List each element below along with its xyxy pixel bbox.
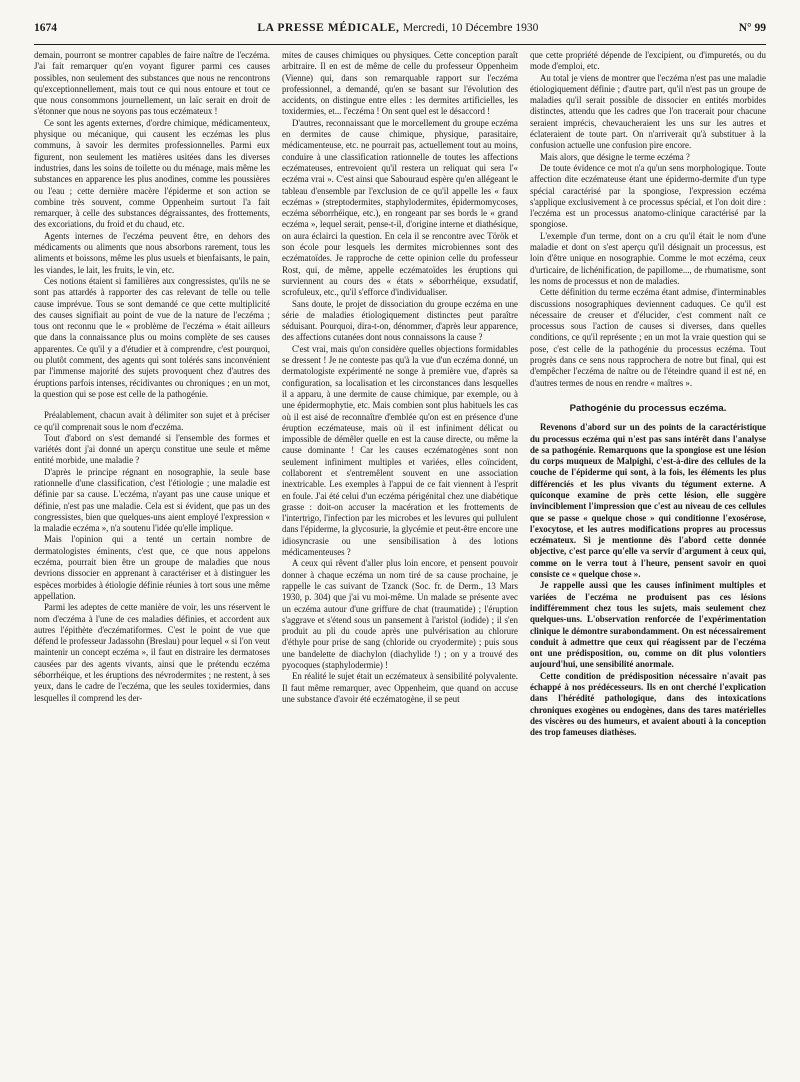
- article-paragraph: En réalité le sujet était un eczémateux à sensibilité polyvalente. Il faut même remarquer, avec Oppenheim, que quand on accuse une substance d'avoir été eczématogène, il se peut: [282, 671, 518, 704]
- article-paragraph: Ce sont les agents externes, d'ordre chimique, médicamenteux, physique ou mécanique, qui causent les eczémas les plus communs, à savoir les dermites professionnelles. Parmi eux figurent, non seulement les matières usitées dans les diverses industries, dans les soins de toilette ou du ménage, mais même les substances en apparence les plus anodines, comme les poussières ou l'eau ; cette dernière macère l'épiderme et son action se combine très souvent, comme Oppenheim surtout l'a fait remarquer, à celle des substances dégraissantes, des frottements, des excoriations, du froid et du chaud, etc.: [34, 117, 270, 230]
- article-paragraph: L'exemple d'un terme, dont on a cru qu'il était le nom d'une maladie et dont on s'est aperçu qu'il désignait un processus, est loin d'être unique en nosographie. Comme le mot eczéma, ceux d'urticaire, de lichénification, de papillome..., de rhumatisme, sont les noms de processus et non de maladies.: [530, 230, 766, 286]
- article-paragraph: mites de causes chimiques ou physiques. Cette conception paraît arbitraire. Il en est de même de celle du professeur Oppenheim (Vienne) qui, dans son remarquable rapport sur l'eczéma professionnel, a demandé, qu'en se basant sur l'évolution des accidents, on distingue entre elles : les dermites artificielles, les toxidermies, et... l'eczéma ! On sent quel est le désaccord !: [282, 50, 518, 117]
- article-paragraph: Mais l'opinion qui a tenté un certain nombre de dermatologistes éminents, c'est que, ce que nous appelons eczéma, pourrait bien être un groupe de maladies que nous devrions dissocier en apprenant à caractériser et à distinguer les espèces morbides à étiologie définie réunies à tort sous une même appellation.: [34, 534, 270, 601]
- article-paragraph: Préalablement, chacun avait à délimiter son sujet et à préciser ce qu'il comprenait sous le nom d'eczéma.: [34, 410, 270, 432]
- article-paragraph: A ceux qui rêvent d'aller plus loin encore, et pensent pouvoir donner à chaque eczéma un nom tiré de sa cause prochaine, je rappelle le cas suivant de Tzanck (Soc. fr. de Derm., 13 Mars 1930, p. 304) que j'ai vu moi-même. Un malade se présente avec un eczéma autour d'une griffure de chat (traumatide) ; l'éruption s'aggrave et s'étend sous un pansement à l'aristol (iodide) ; il s'en produit au pli du coude après une pulvérisation au chlorure d'éthyle pour prise de sang (chloride ou cryodermite) ; puis sous une bandelette de diachylon (diachylide !) ; on y a trouvé des pyocoques (staphylodermie) !: [282, 558, 518, 671]
- article-paragraph: Cette condition de prédisposition nécessaire n'avait pas échappé à nos prédécesseurs. Ils en ont cherché l'explication dans l'hérédité pathologique, dans des intoxications chroniques exogènes ou endogènes, dans des tares matérielles des viscères ou des humeurs, et avaient abouti à la conception des trop fameuses diathèses.: [530, 670, 766, 738]
- article-paragraph: Sans doute, le projet de dissociation du groupe eczéma en une série de maladies étiologiquement distinctes peut paraître séduisant. Pourquoi, dira-t-on, dénommer, d'après leur apparence, des affections cutanées dont nous connaissons la cause ?: [282, 298, 518, 343]
- page-number: 1674: [34, 22, 57, 34]
- journal-title: LA PRESSE MÉDICALE,: [257, 22, 400, 34]
- article-paragraph: Cette définition du terme eczéma étant admise, d'interminables discussions nosographiques deviennent caduques. Ce qu'il est nécessaire de creuser et d'élucider, c'est comment naît ce processus sous l'action de causes si diverses, dans quelles conditions, ce qu'il représente ; en un mot la vraie question qui se pose, c'est celle de la pathogénie du processus eczéma. Tout progrès dans ce sens nous rapprochera de notre but final, qui est d'empêcher l'eczéma de naître ou de l'éteindre quand il est né, en d'autres termes de nous en rendre « maîtres ».: [530, 287, 766, 388]
- article-paragraph: Ces notions étaient si familières aux congressistes, qu'ils ne se sont pas attardés à rapporter des cas relevant de telle ou telle cause imprévue. Tous se sont demandé ce que cette multiplicité des causes signifiait au point de vue de la nature de l'eczéma ; tous ont reconnu que le « problème de l'eczéma » était ailleurs que dans la connaissance plus ou moins complète de ses causes apparentes. Ce qu'il y a d'étudier et à comprendre, c'est pourquoi, ou plutôt comment, des agents qui sont tolérés sans inconvénient par l'immense majorité des sujets provoquent chez d'autres des éruptions parfois intenses, récidivantes ou chroniques ; en un mot, la question qui se pose est celle de la pathogénie.: [34, 275, 270, 399]
- article-paragraph: Revenons d'abord sur un des points de la caractéristique du processus eczéma qui n'est pas sans intérêt dans l'analyse de sa pathogénie. Remarquons que la spongiose est une lésion du corps muqueux de Malpighi, c'est-à-dire des cellules de la couche de l'épiderme qui sont, à la fois, les éléments les plus différenciés et les plus vivants du tégument externe. A quiconque examine de près cette lésion, elle suggère invinciblement l'impression que c'est au niveau de ces cellules que se passe « quelque chose » qui conditionne l'exosérose, l'exocytose, et les autres modifications propres au processus eczémateux. Si je mentionne dès l'abord cette donnée objective, c'est parce qu'elle va servir d'argument à ceux qui, comme on le verra tout à l'heure, pensent savoir en quoi consiste ce « quelque chose ».: [530, 422, 766, 580]
- article-paragraph: demain, pourront se montrer capables de faire naître de l'eczéma. J'ai fait remarquer qu'en voyant figurer parmi ces causes possibles, non seulement des substances que nous ne rencontrons qu'exceptionnellement, mais tout ce qui nous entoure et tout ce que nous consommons journellement, un laïc serait en droit de s'étonner que nous ne soyons pas tous eczémateux !: [34, 50, 270, 117]
- article-paragraph: De toute évidence ce mot n'a qu'un sens morphologique. Toute affection dite eczémateuse étant une épidermo-dermite d'un type spécial caractérisé par la spongiose, l'expression eczéma s'applique exclusivement à ce processus spécial, et l'on doit dire : l'eczéma est un processus anatomo-clinique caractérisé par la spongiose.: [530, 162, 766, 230]
- article-paragraph: que cette propriété dépende de l'excipient, ou d'impuretés, ou du mode d'emploi, etc.: [530, 50, 766, 72]
- column-3: [530, 50, 766, 1062]
- article-paragraph: D'autres, reconnaissant que le morcellement du groupe eczéma en dermites de cause chimique, physique, parasitaire, médicamenteuse, etc. ne pourrait pas, actuellement tout au moins, conduire à une classification rationnelle de toutes les affections eczémateuses, entrevoient qu'il restera un reliquat qui sera l'« eczéma vrai ». C'est ainsi que Sabouraud espère qu'en allégeant le tableau d'ensemble par l'exclusion de ce qu'il appelle les « faux eczémas » (streptodermites, staphylodermites, épidermomycoses, eczéma séborrhéique, etc.), en rongeant par ses bords le « grand eczéma », lequel serait, pense-t-il, d'origine interne et diathésique, on aura éclairci la question. En cela il se rencontre avec Török et son école pour lesquels les dermites microbiennes sont des eczématoïdes. Je rapproche de cette opinion celle du professeur Rost, qui, de même, appelle eczématoïdes les éruptions qui surviennent au cours des « états » séborrhéique, exsudatif, scrofuleux, etc., qu'il s'efforce d'individualiser.: [282, 117, 518, 298]
- column-2: [282, 50, 518, 1062]
- page-header: [34, 22, 766, 42]
- article-paragraph: C'est vrai, mais qu'on considère quelles objections formidables se dressent ! Je ne conteste pas qu'à la vue d'un eczéma donné, un dermatologiste expérimenté ne songe à première vue, d'après sa configuration, sa localisation et les circonstances dans lesquelles il a apparu, à une dermite de cause chimique, par exemple, ou à une épidermophytie, etc. Mais combien sont plus habituels les cas où il est aisé de reconnaître d'emblée qu'on est en présence d'une éruption eczémateuse, mais où il est infiniment délicat ou impossible de démêler quelle en est la cause directe, ou même la cause dominante ! Car les causes eczématogènes sont non seulement infiniment multiples et variées, elles coïncident, collaborent et s'entremêlent souvent en une association inextricable. Les exemples à l'appui de ce fait viennent à l'esprit en foule. J'ai été celui d'un eczéma périgénital chez une diabétique grasse : doit-on accuser la macération et les frottements de l'intertrigo, l'infection par les microbes et les levures qui pullulent dans l'épiderme, la glycosurie, la glycémie et peut-être encore une idiosyncrasie ou une sensibilisation à des lotions médicamenteuses ?: [282, 343, 518, 558]
- header-rule: [34, 44, 766, 45]
- section-heading: Pathogénie du processus eczéma.: [569, 402, 727, 414]
- article-paragraph: Mais alors, que désigne le terme eczéma ?: [540, 151, 690, 162]
- article-paragraph: Agents internes de l'eczéma peuvent être, en dehors des médicaments ou aliments que nous absorbons rarement, tous les aliments et boissons, même les plus usuels et bienfaisants, le pain, les viandes, le lait, les fruits, le vin, etc.: [34, 230, 270, 275]
- masthead: [257, 22, 538, 34]
- article-paragraph: Au total je viens de montrer que l'eczéma n'est pas une maladie étiologiquement définie ; d'autre part, qu'il n'est pas un groupe de maladies qu'il serait possible de dissocier en entités morbides distinctes, attendu que les cadres que l'on tracerait pour chacune seraient imprécis, chevaucheraient les uns sur les autres et éclateraient de toute part. On n'arriverait qu'à substituer à la confusion actuelle une confusion pire encore.: [530, 72, 766, 151]
- article-paragraph: Tout d'abord on s'est demandé si l'ensemble des formes et variétés dont j'ai donné un aperçu constitue une seule et même entité morbide, une maladie ?: [34, 432, 270, 466]
- column-1: [34, 50, 270, 1062]
- article-columns: [34, 50, 766, 1062]
- article-paragraph: D'après le principe régnant en nosographie, la seule base rationnelle d'une classification, c'est l'étiologie ; une maladie est définie par sa cause. L'eczéma, n'ayant pas une cause unique et définie, n'est pas une maladie. Cela est si évident, que pas un des congressistes, bien que quelques-uns aient employé l'expression « la maladie eczéma », n'a soutenu l'idée qu'elle implique.: [34, 466, 270, 534]
- article-paragraph: Parmi les adeptes de cette manière de voir, les uns réservent le nom d'eczéma à l'une de ces maladies définies, et accordent aux autres l'épithète d'eczématiformes. C'est le point de vue que défend le professeur Jadassohn (Breslau) pour lequel « si l'on veut maintenir un concept eczéma », il faut en distraire les dermatoses causées par des agents vivants, ainsi que le prétendu eczéma séborrhéique, et les éruptions des névrodermites ; ne restent, à ses yeux, dans le cadre de l'eczéma, que les seules toxidermies, dans lesquelles il comprend les der-: [34, 602, 270, 703]
- article-paragraph: Je rappelle aussi que les causes infiniment multiples et variées de l'eczéma ne produisent pas ces lésions indifféremment chez tous les sujets, mais seulement chez quelques-uns. L'observation renforcée de l'expérimentation clinique le démontre surabondamment. On est nécessairement conduit à admettre que ceux qui réagissent par de l'eczéma ont une prédisposition, ou, comme on dit plus volontiers aujourd'hui, une sensibilité anormale.: [530, 580, 766, 670]
- issue-date: Mercredi, 10 Décembre 1930: [402, 22, 539, 34]
- issue-number: N° 99: [738, 22, 766, 34]
